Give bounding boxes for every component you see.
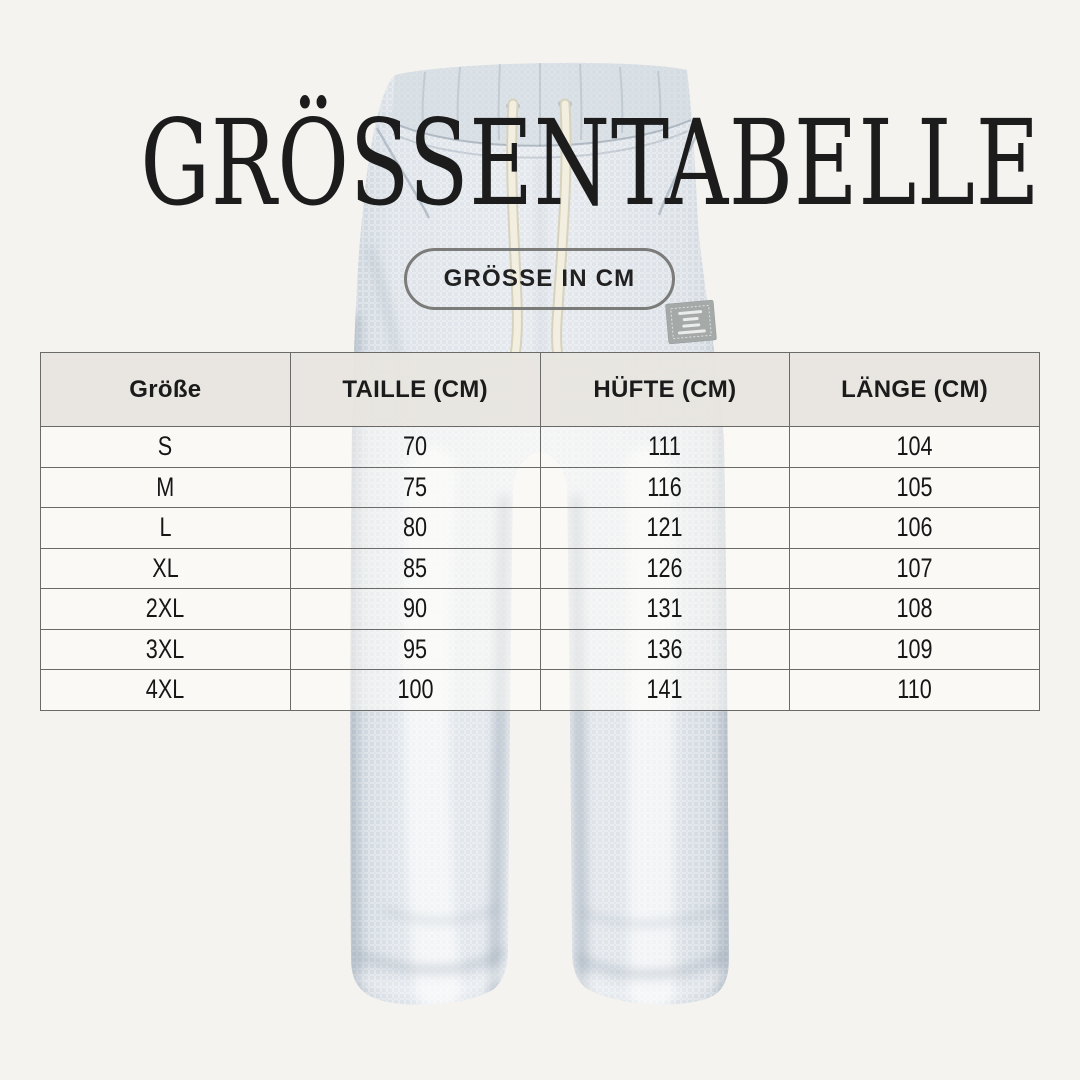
taille-cell: 85 — [290, 548, 540, 589]
taille-cell: 100 — [290, 670, 540, 711]
size-cell: M — [41, 467, 291, 508]
table-row-s — [41, 427, 1040, 468]
huefte-cell: 136 — [540, 629, 790, 670]
huefte-cell: 141 — [540, 670, 790, 711]
size-table-header — [41, 353, 1040, 427]
col-header-taille: TAILLE (CM) — [290, 353, 540, 427]
table-row-xl — [41, 548, 1040, 589]
laenge-cell: 109 — [790, 629, 1040, 670]
header-row — [41, 353, 1040, 427]
size-cell: XL — [41, 548, 291, 589]
col-header-laenge: LÄNGE (CM) — [790, 353, 1040, 427]
laenge-cell: 108 — [790, 589, 1040, 630]
size-cell: L — [41, 508, 291, 549]
taille-cell: 90 — [290, 589, 540, 630]
size-table-body — [41, 427, 1040, 711]
size-cell: 4XL — [41, 670, 291, 711]
size-unit-badge — [404, 248, 675, 310]
size-table — [40, 352, 1040, 711]
laenge-cell: 107 — [790, 548, 1040, 589]
taille-cell: 95 — [290, 629, 540, 670]
table-row-l — [41, 508, 1040, 549]
huefte-cell: 121 — [540, 508, 790, 549]
table-row-m — [41, 467, 1040, 508]
laenge-cell: 110 — [790, 670, 1040, 711]
size-cell: 2XL — [41, 589, 291, 630]
laenge-cell: 105 — [790, 467, 1040, 508]
taille-cell: 80 — [290, 508, 540, 549]
taille-cell: 70 — [290, 427, 540, 468]
laenge-cell: 104 — [790, 427, 1040, 468]
col-header-groesse: Größe — [41, 353, 291, 427]
col-header-huefte: HÜFTE (CM) — [540, 353, 790, 427]
table-row-3xl — [41, 629, 1040, 670]
size-unit-badge-label: GRÖSSE IN CM — [443, 265, 636, 292]
huefte-cell: 116 — [540, 467, 790, 508]
huefte-cell: 111 — [540, 427, 790, 468]
huefte-cell: 131 — [540, 589, 790, 630]
huefte-cell: 126 — [540, 548, 790, 589]
care-label-patch — [665, 300, 716, 344]
page-title: GRÖSSENTABELLE — [140, 94, 1041, 232]
taille-cell: 75 — [290, 467, 540, 508]
size-cell: S — [41, 427, 291, 468]
table-row-2xl — [41, 589, 1040, 630]
laenge-cell: 106 — [790, 508, 1040, 549]
table-row-4xl — [41, 670, 1040, 711]
size-cell: 3XL — [41, 629, 291, 670]
